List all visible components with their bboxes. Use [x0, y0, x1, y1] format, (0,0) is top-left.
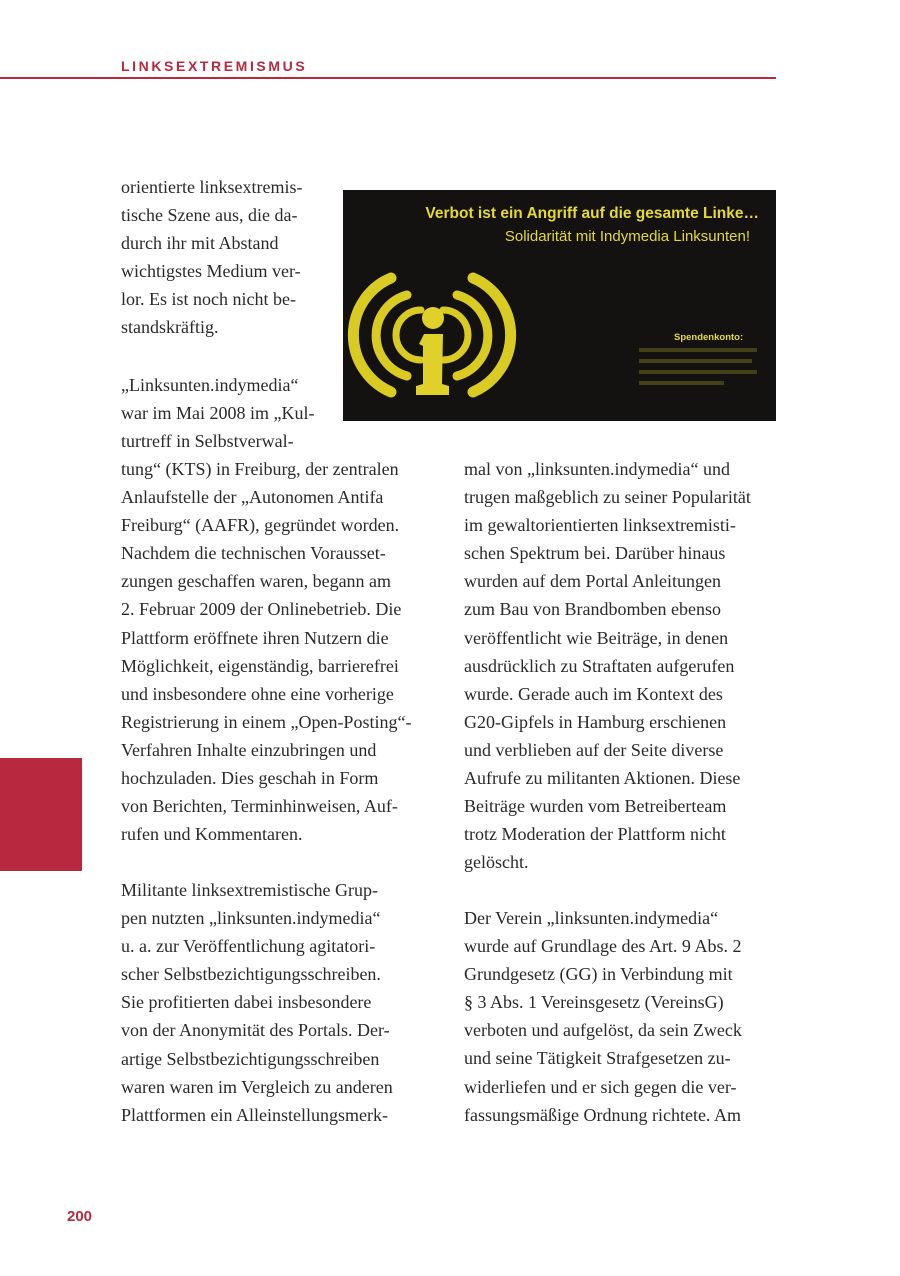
text-line: Plattform eröffnete ihren Nutzern die	[121, 627, 389, 648]
left-paragraph-3	[121, 876, 434, 1129]
text-line: fassungsmäßige Ordnung richtete. Am	[464, 1104, 741, 1125]
text-line: und seine Tätigkeit Strafgesetzen zu-	[464, 1048, 731, 1069]
text-line: trugen maßgeblich zu seiner Popularität	[464, 487, 751, 508]
text-line: standskräftig.	[121, 317, 219, 338]
text-line: widerliefen und er sich gegen die ver-	[464, 1076, 737, 1097]
text-line: artige Selbstbezichtigungsschreiben	[121, 1048, 380, 1069]
text-line: Sie profitierten dabei insbesondere	[121, 992, 372, 1013]
text-line: zum Bau von Brandbomben ebenso	[464, 599, 721, 620]
text-line: Registrierung in einem „Open-Posting“-	[121, 711, 412, 732]
text-line: rufen und Kommentaren.	[121, 824, 303, 845]
text-line: verboten und aufgelöst, da sein Zweck	[464, 1020, 742, 1041]
text-line: pen nutzten „linksunten.indymedia“	[121, 908, 381, 929]
solidarity-poster-image	[343, 190, 776, 421]
text-line: turtreff in Selbstverwal-	[121, 431, 294, 452]
text-line: und insbesondere ohne eine vorherige	[121, 683, 394, 704]
poster-subline: Solidarität mit Indymedia Linksunten!	[504, 228, 750, 245]
text-line: Anlaufstelle der „Autonomen Antifa	[121, 487, 384, 508]
text-line: hochzuladen. Dies geschah in Form	[121, 768, 379, 789]
poster-fine-print	[639, 348, 757, 396]
text-line: scher Selbstbezichtigungsschreiben.	[121, 964, 381, 985]
text-line: trotz Moderation der Plattform nicht	[464, 824, 726, 845]
text-line: ausdrücklich zu Straftaten aufgerufen	[464, 655, 735, 676]
text-line: Verfahren Inhalte einzubringen und	[121, 739, 377, 760]
text-line: von Berichten, Terminhinweisen, Auf-	[121, 796, 398, 817]
right-paragraph-2	[464, 904, 776, 1129]
text-line: war im Mai 2008 im „Kul-	[121, 403, 315, 424]
text-line: durch ihr mit Abstand	[121, 233, 279, 254]
text-line: von der Anonymität des Portals. Der-	[121, 1020, 390, 1041]
text-line: 2. Februar 2009 der Onlinebetrieb. Die	[121, 599, 402, 620]
text-line: Militante linksextremistische Grup-	[121, 880, 378, 900]
section-title: LINKSEXTREMISMUS	[121, 58, 308, 74]
text-line: u. a. zur Veröffentlichung agitatori-	[121, 936, 376, 957]
text-line: im gewaltorientierten linksextremisti-	[464, 515, 736, 536]
left-paragraph-2-top	[121, 371, 328, 455]
poster-headline: Verbot ist ein Angriff auf die gesamte Linke…	[425, 205, 759, 222]
text-line: Grundgesetz (GG) in Verbindung mit	[464, 964, 733, 985]
text-line: orientierte linksextremis-	[121, 177, 303, 197]
text-line: Möglichkeit, eigenständig, barrierefrei	[121, 655, 399, 676]
page-number: 200	[67, 1208, 93, 1225]
poster-donation-label: Spendenkonto:	[674, 332, 744, 343]
text-line: Plattformen ein Alleinstellungsmerk-	[121, 1104, 388, 1125]
text-line: veröffentlicht wie Beiträge, in denen	[464, 627, 729, 648]
text-line: § 3 Abs. 1 Vereinsgesetz (VereinsG)	[464, 992, 724, 1013]
text-line: tung“ (KTS) in Freiburg, der zentralen	[121, 459, 399, 479]
chapter-tab-marker	[0, 758, 82, 871]
text-line: „Linksunten.indymedia“	[121, 375, 299, 395]
left-paragraph-2-bottom	[121, 455, 434, 848]
text-line: gelöscht.	[464, 852, 529, 873]
text-line: waren waren im Vergleich zu anderen	[121, 1076, 393, 1097]
text-line: Nachdem die technischen Vorausset-	[121, 543, 386, 564]
text-line: wurden auf dem Portal Anleitungen	[464, 571, 721, 592]
text-line: lor. Es ist noch nicht be-	[121, 289, 296, 310]
header-rule	[0, 77, 776, 79]
text-line: wurde. Gerade auch im Kontext des	[464, 683, 723, 704]
text-line: G20-Gipfels in Hamburg erschienen	[464, 711, 727, 732]
text-line: Freiburg“ (AAFR), gegründet worden.	[121, 515, 400, 536]
text-line: mal von „linksunten.indymedia“ und	[464, 459, 730, 479]
text-line: und verblieben auf der Seite diverse	[464, 739, 724, 760]
text-line: Der Verein „linksunten.indymedia“	[464, 908, 719, 928]
text-line: wichtigstes Medium ver-	[121, 261, 301, 282]
right-paragraph-1	[464, 455, 776, 876]
left-paragraph-1	[121, 173, 328, 342]
text-line: schen Spektrum bei. Darüber hinaus	[464, 543, 726, 564]
text-line: tische Szene aus, die da-	[121, 205, 298, 226]
text-line: wurde auf Grundlage des Art. 9 Abs. 2	[464, 936, 742, 957]
text-line: zungen geschaffen waren, begann am	[121, 571, 392, 592]
text-line: Beiträge wurden vom Betreiberteam	[464, 796, 727, 817]
text-line: Aufrufe zu militanten Aktionen. Diese	[464, 768, 741, 789]
